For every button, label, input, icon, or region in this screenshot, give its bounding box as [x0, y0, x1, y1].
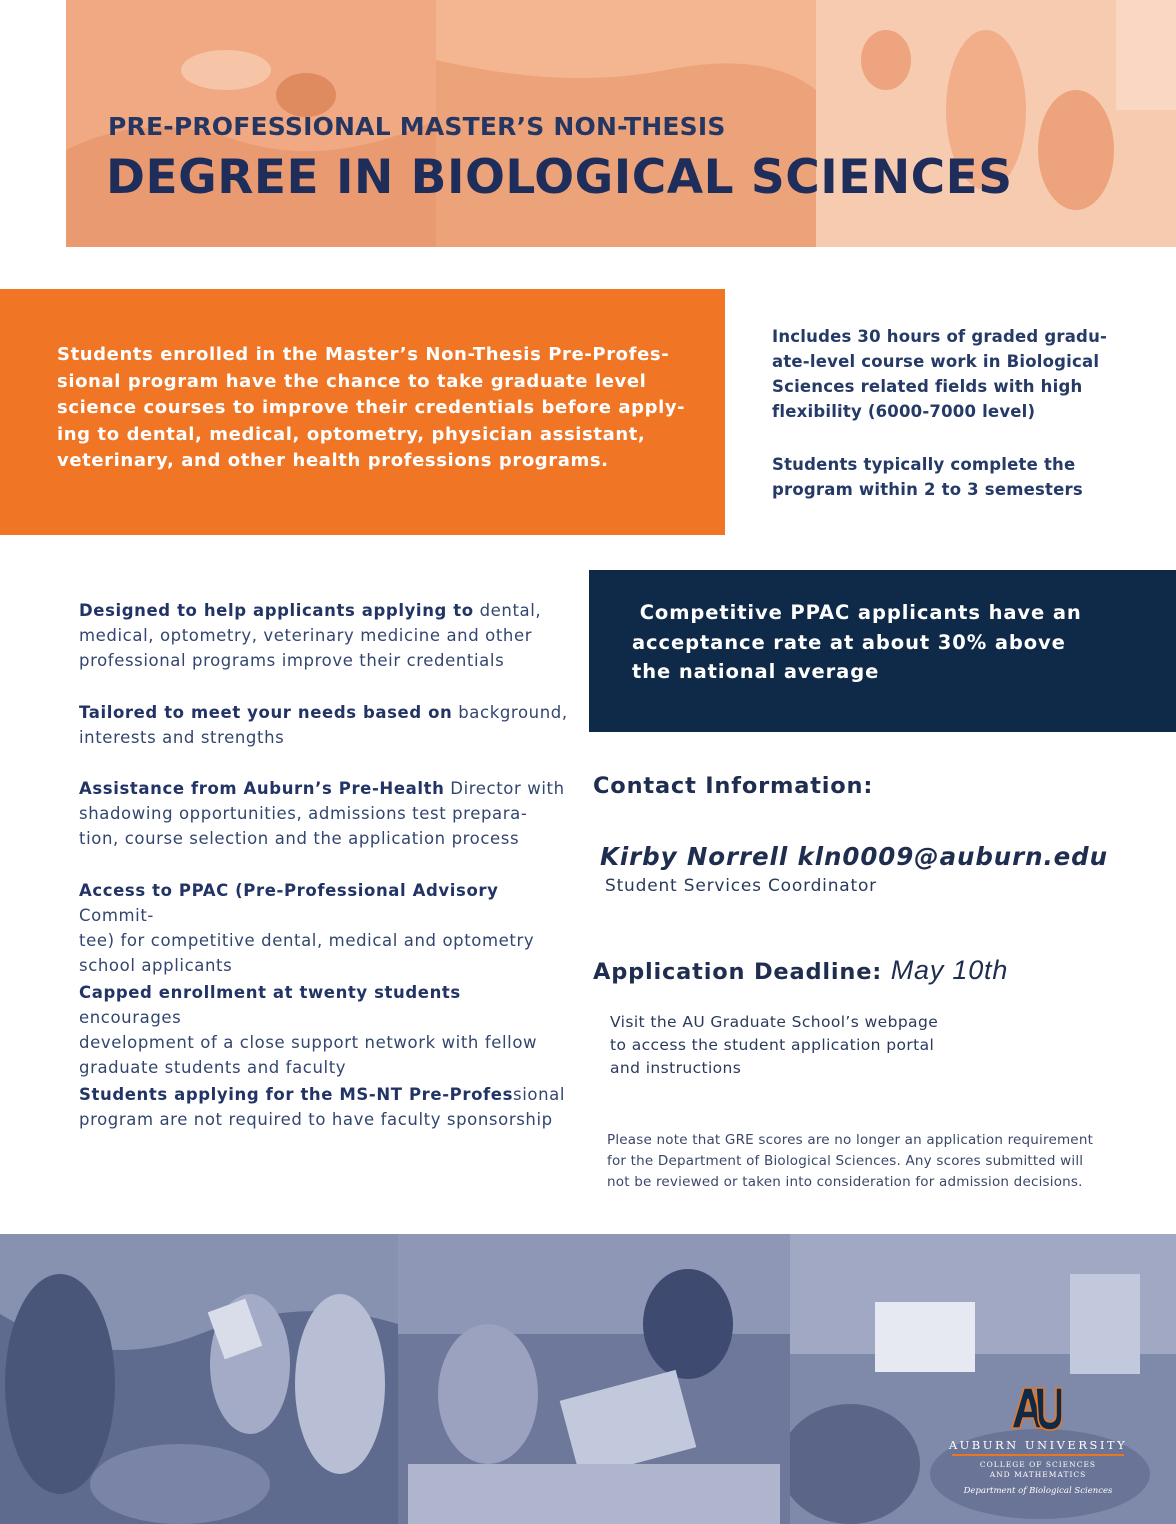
- feature-item: [79, 1082, 569, 1132]
- feature-text: professional programs improve their credentials: [79, 651, 505, 670]
- feature-text: sional: [513, 1085, 566, 1104]
- hours-highlight: [772, 324, 1132, 424]
- gre-note: [607, 1130, 1147, 1193]
- feature-lead: Designed to help applicants applying to: [79, 601, 474, 620]
- program-subtitle: PRE-PROFESSIONAL MASTER’S NON-THESIS: [108, 112, 726, 141]
- logo-divider: [952, 1454, 1124, 1456]
- contact-role: Student Services Coordinator: [605, 876, 877, 896]
- ppac-line: the national average: [632, 660, 880, 683]
- feature-lead: Capped enrollment at twenty students: [79, 983, 461, 1002]
- highlight-line: flexibility (6000-7000 level): [772, 402, 1036, 421]
- note-line: for the Department of Biological Sciences. Any scores submitted will: [607, 1153, 1084, 1169]
- feature-text: Director with: [444, 779, 565, 798]
- application-instructions: [610, 1011, 950, 1080]
- deadline-heading: [593, 955, 1008, 986]
- intro-line: sional program have the chance to take graduate level: [57, 370, 647, 392]
- deadline-label: Application Deadline:: [593, 959, 891, 985]
- intro-line: ing to dental, medical, optometry, physician assistant,: [57, 423, 646, 445]
- intro-paragraph: [57, 342, 707, 475]
- feature-lead: Students applying for the MS-NT Pre-Profes: [79, 1085, 513, 1104]
- highlight-line: Includes 30 hours of graded gradu-: [772, 327, 1108, 346]
- ppac-line: acceptance rate at about 30% above: [632, 630, 1066, 654]
- feature-lead: Tailored to meet your needs based on: [79, 703, 453, 722]
- au-logo-mark: [1008, 1382, 1062, 1432]
- highlight-line: program within 2 to 3 semesters: [772, 480, 1083, 499]
- feature-text: graduate students and faculty: [79, 1058, 347, 1077]
- logo-college: COLLEGE OF SCIENCES: [979, 1460, 1097, 1469]
- ppac-line: Competitive PPAC applicants have an: [632, 601, 1082, 624]
- logo-university: AUBURN UNIVERSITY: [948, 1438, 1128, 1452]
- contact-heading: Contact Information:: [593, 773, 874, 799]
- highlight-line: Students typically complete the: [772, 455, 1076, 474]
- intro-line: Students enrolled in the Master’s Non-Thesis Pre-Profes-: [57, 344, 670, 365]
- feature-item: [79, 700, 569, 750]
- feature-item: [79, 776, 569, 851]
- feature-text: medical, optometry, veterinary medicine and other: [79, 626, 533, 645]
- feature-text: interests and strengths: [79, 728, 285, 747]
- instruction-line: and instructions: [610, 1059, 742, 1077]
- contact-name-email[interactable]: Kirby Norrell kln0009@auburn.edu: [600, 842, 1108, 871]
- lab-photo: [398, 1234, 790, 1524]
- intro-line: veterinary, and other health professions programs.: [57, 450, 609, 471]
- highlight-line: Sciences related fields with high: [772, 377, 1083, 396]
- feature-lead: Access to PPAC (Pre-Professional Advisory: [79, 881, 499, 900]
- note-line: not be reviewed or taken into consideration for admission decisions.: [607, 1174, 1083, 1190]
- highlight-line: ate-level course work in Biological: [772, 352, 1100, 371]
- note-line: Please note that GRE scores are no longer an application requirement: [607, 1132, 1094, 1148]
- field-photo: [0, 1234, 398, 1524]
- feature-text: Commit-: [79, 906, 154, 925]
- feature-text: program are not required to have faculty sponsorship: [79, 1110, 553, 1129]
- feature-text: school applicants: [79, 956, 233, 975]
- feature-item: [79, 598, 569, 673]
- instruction-line: Visit the AU Graduate School’s webpage: [610, 1013, 939, 1031]
- logo-college: AND MATHEMATICS: [989, 1470, 1087, 1479]
- feature-item: [79, 878, 569, 978]
- feature-text: development of a close support network with fellow: [79, 1033, 538, 1052]
- feature-item: [79, 980, 569, 1080]
- instruction-line: to access the student application portal: [610, 1036, 935, 1054]
- intro-line: science courses to improve their credentials before apply-: [57, 397, 686, 418]
- program-title: DEGREE IN BIOLOGICAL SCIENCES: [106, 150, 1013, 205]
- deadline-date: May 10th: [890, 955, 1009, 985]
- auburn-logo: [946, 1382, 1130, 1502]
- feature-text: tee) for competitive dental, medical and optometry: [79, 931, 535, 950]
- feature-lead: Assistance from Auburn’s Pre-Health: [79, 779, 445, 798]
- ppac-statement: [632, 598, 1082, 687]
- semesters-highlight: [772, 452, 1132, 502]
- feature-text: background,: [452, 703, 568, 722]
- feature-text: encourages: [79, 1008, 182, 1027]
- logo-department: Department of Biological Sciences: [963, 1486, 1113, 1496]
- feature-text: dental,: [473, 601, 542, 620]
- feature-text: shadowing opportunities, admissions test prepara-: [79, 804, 528, 823]
- feature-text: tion, course selection and the application process: [79, 829, 520, 848]
